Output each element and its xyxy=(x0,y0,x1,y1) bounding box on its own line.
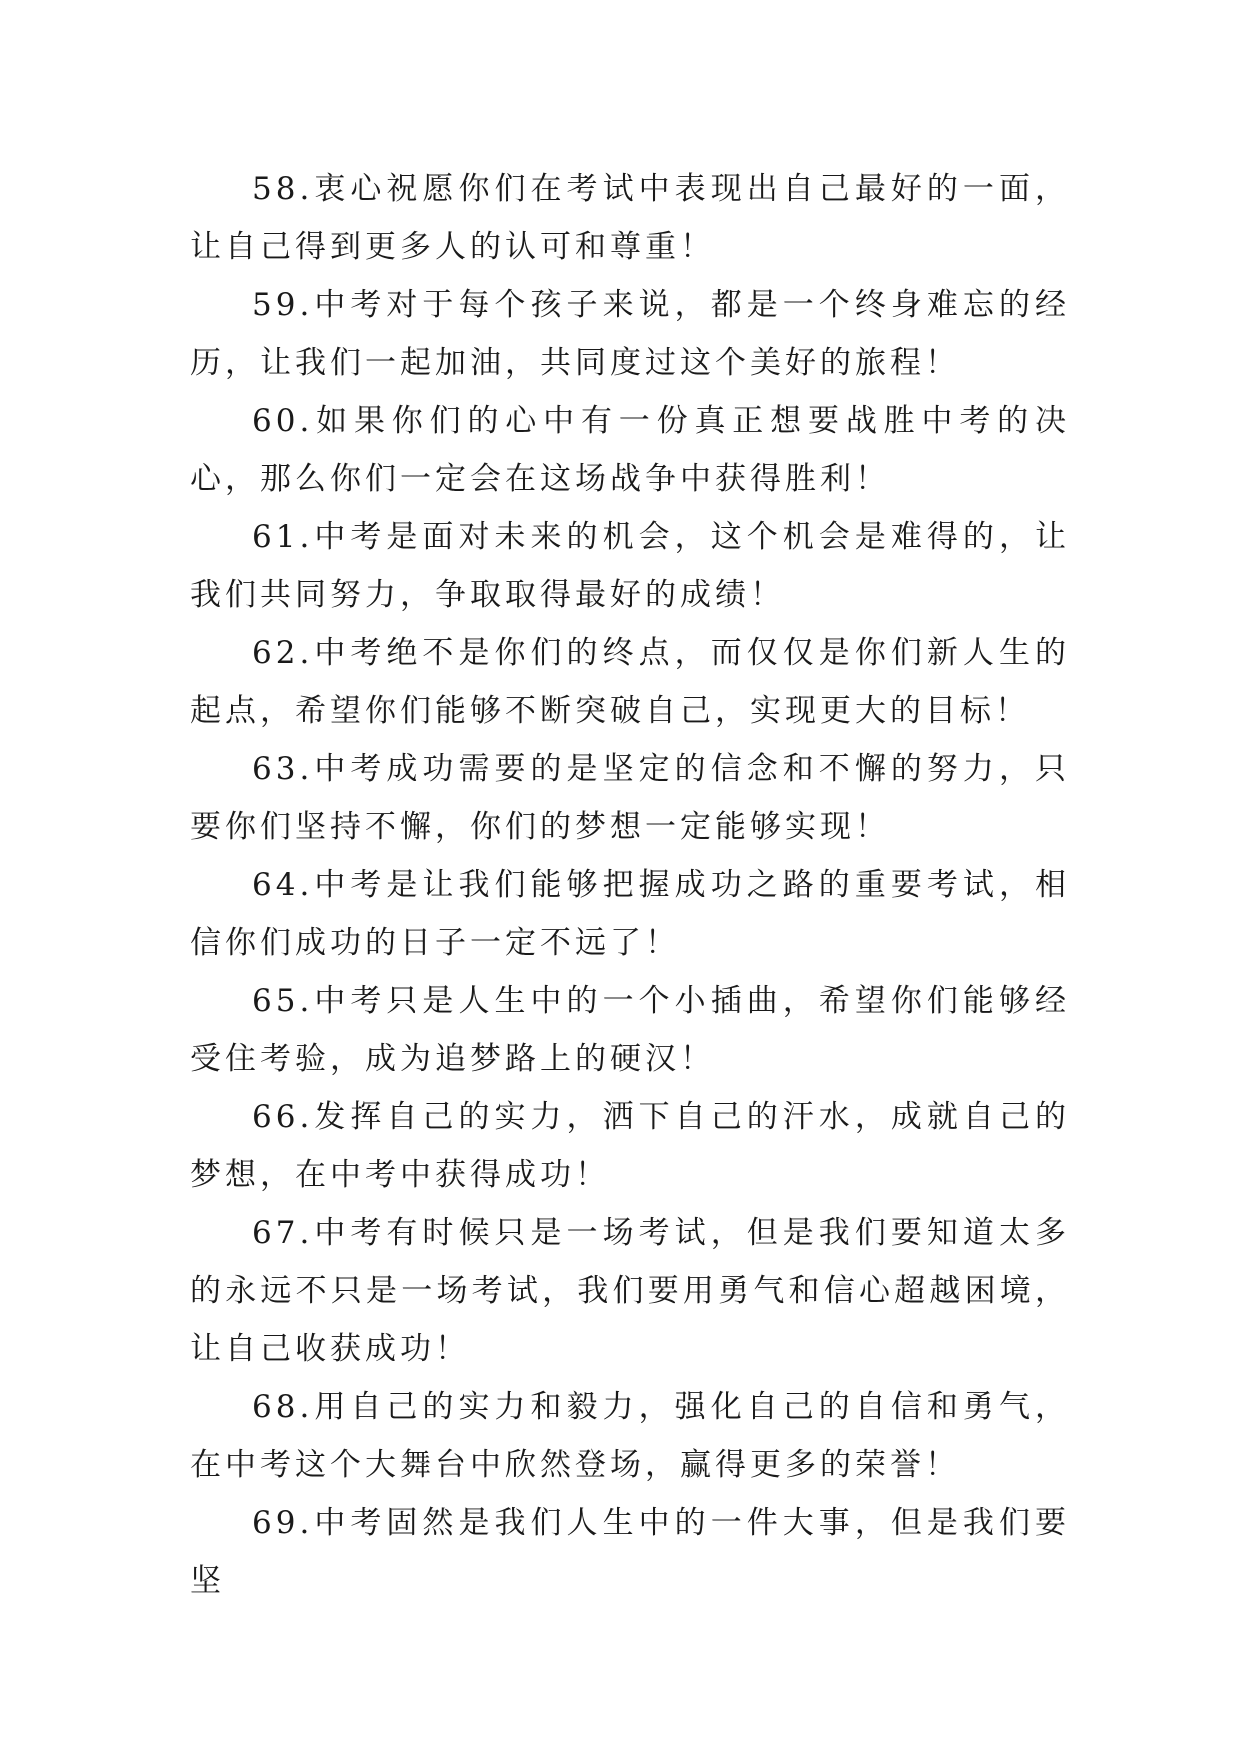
paragraph-62: 62.中考绝不是你们的终点，而仅仅是你们新人生的起点，希望你们能够不断突破自己，实现更大的目标！ xyxy=(190,635,1070,729)
paragraph-60: 60.如果你们的心中有一份真正想要战胜中考的决心，那么你们一定会在这场战争中获得胜利！ xyxy=(190,403,1070,497)
paragraph-63: 63.中考成功需要的是坚定的信念和不懈的努力，只要你们坚持不懈，你们的梦想一定能够实现！ xyxy=(190,751,1070,845)
document-body xyxy=(190,160,1070,1610)
paragraph-65: 65.中考只是人生中的一个小插曲，希望你们能够经受住考验，成为追梦路上的硬汉！ xyxy=(190,983,1070,1077)
paragraph-58: 58.衷心祝愿你们在考试中表现出自己最好的一面，让自己得到更多人的认可和尊重！ xyxy=(190,171,1070,265)
paragraph-66: 66.发挥自己的实力，洒下自己的汗水，成就自己的梦想，在中考中获得成功！ xyxy=(190,1099,1070,1193)
paragraph-61: 61.中考是面对未来的机会，这个机会是难得的，让我们共同努力，争取取得最好的成绩！ xyxy=(190,519,1070,613)
paragraph-68: 68.用自己的实力和毅力，强化自己的自信和勇气，在中考这个大舞台中欣然登场，赢得更多的荣誉！ xyxy=(190,1389,1070,1483)
paragraph-64: 64.中考是让我们能够把握成功之路的重要考试，相信你们成功的日子一定不远了！ xyxy=(190,867,1070,961)
paragraph-67: 67.中考有时候只是一场考试，但是我们要知道太多的永远不只是一场考试，我们要用勇气和信心超越困境，让自己收获成功！ xyxy=(190,1215,1070,1367)
paragraph-69: 69.中考固然是我们人生中的一件大事，但是我们要坚 xyxy=(190,1505,1070,1599)
paragraph-59: 59.中考对于每个孩子来说，都是一个终身难忘的经历，让我们一起加油，共同度过这个美好的旅程！ xyxy=(190,287,1070,381)
